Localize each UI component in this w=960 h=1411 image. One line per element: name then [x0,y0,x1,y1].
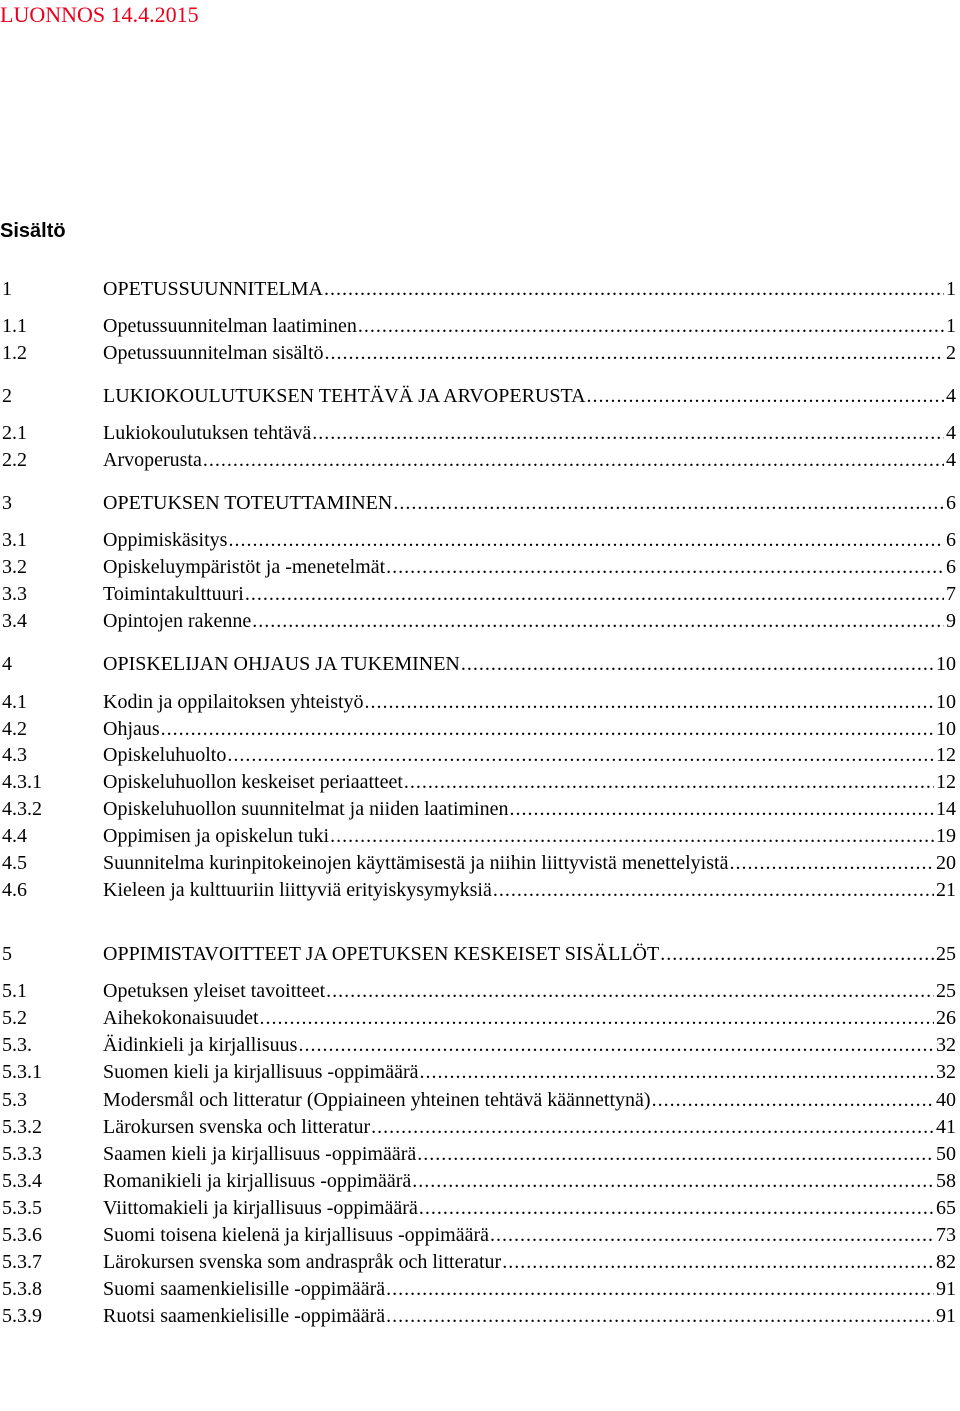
toc-entry-page: 12 [936,744,956,766]
toc-entry[interactable] [0,823,960,850]
toc-entry-title: OPPIMISTAVOITTEET JA OPETUKSEN KESKEISET SISÄLLÖT [103,943,660,965]
toc-entry-page: 21 [936,879,956,901]
toc-entry-number: 3.1 [2,529,27,551]
toc-entry[interactable] [0,313,960,340]
toc-entry[interactable] [0,850,960,877]
toc-entry-page: 12 [936,771,956,793]
toc-entry-number: 1.2 [2,342,27,364]
toc-dot-leader [203,447,944,474]
toc-entry-number: 3.3 [2,583,27,605]
toc-entry-title: LUKIOKOULUTUKSEN TEHTÄVÄ JA ARVOPERUSTA [103,385,586,407]
toc-entry-title: OPISKELIJAN OHJAUS JA TUKEMINEN [103,653,460,675]
toc-entry-page: 91 [936,1278,956,1300]
toc-entry-page: 40 [936,1089,956,1111]
toc-entry-page: 25 [936,943,956,965]
toc-entry-number: 5.3.4 [2,1170,42,1192]
toc-entry-number: 1.1 [2,315,27,337]
toc-entry-page: 82 [936,1251,956,1273]
toc-dot-leader [260,1005,934,1032]
toc-entry-title: Modersmål och litteratur (Oppiaineen yhteinen tehtävä käännettynä) [103,1089,651,1111]
toc-entry-title: Suomi toisena kielenä ja kirjallisuus -oppimäärä [103,1224,490,1246]
toc-entry-page: 2 [946,342,956,364]
toc-entry-number: 3.2 [2,556,27,578]
toc-dot-leader [510,796,935,823]
toc-entry-title: Lukiokoulutuksen tehtävä [103,422,312,444]
toc-entry[interactable] [0,769,960,796]
toc-entry-number: 5.1 [2,980,27,1002]
toc-dot-leader [404,769,934,796]
toc-entry-title: Toimintakulttuuri [103,583,244,605]
toc-entry[interactable] [0,1087,960,1114]
toc-entry[interactable] [0,1249,960,1276]
toc-entry-title: Aihekokonaisuudet [103,1007,259,1029]
toc-entry-number: 5.3.7 [2,1251,42,1273]
toc-entry[interactable] [0,796,960,823]
toc-entry[interactable] [0,1195,960,1222]
toc-dot-leader [358,313,944,340]
toc-entry-number: 3.4 [2,610,27,632]
toc-entry-title: OPETUKSEN TOTEUTTAMINEN [103,492,393,514]
toc-entry-number: 3 [2,492,12,514]
toc-entry-number: 2.1 [2,422,27,444]
toc-dot-leader [412,1168,934,1195]
toc-entry-number: 5.3. [2,1034,32,1056]
toc-entry-number: 4.3.1 [2,771,42,793]
toc-entry-number: 4.2 [2,718,27,740]
toc-entry-number: 5.3.9 [2,1305,42,1327]
toc-entry-number: 4 [2,653,12,675]
toc-entry[interactable] [0,527,960,554]
toc-entry-title: Oppimisen ja opiskelun tuki [103,825,330,847]
toc-dot-leader [386,554,944,581]
toc-entry-page: 65 [936,1197,956,1219]
toc-entry[interactable] [0,340,960,367]
toc-entry-title: Opintojen rakenne [103,610,252,632]
toc-dot-leader [227,742,934,769]
toc-dot-leader [228,527,944,554]
toc-entry-number: 5.3.3 [2,1143,42,1165]
toc-entry[interactable] [0,1222,960,1249]
toc-entry[interactable] [0,1168,960,1195]
toc-entry-number: 5.3.1 [2,1061,42,1083]
toc-dot-leader [417,1141,934,1168]
toc-entry-title: Opetuksen yleiset tavoitteet [103,980,326,1002]
toc-entry[interactable] [0,383,960,410]
toc-entry-page: 26 [936,1007,956,1029]
toc-dot-leader [324,276,944,303]
toc-entry-title: Oppimiskäsitys [103,529,228,551]
toc-dot-leader [461,651,934,678]
toc-entry-page: 32 [936,1034,956,1056]
toc-entry[interactable] [0,1141,960,1168]
toc-entry-number: 1 [2,278,12,300]
toc-entry[interactable] [0,877,960,904]
toc-heading: Sisältö [0,220,66,242]
toc-entry-title: Ohjaus [103,718,160,740]
toc-entry-page: 32 [936,1061,956,1083]
toc-entry-number: 4.1 [2,691,27,713]
toc-entry[interactable] [0,276,960,303]
toc-entry-page: 20 [936,852,956,874]
toc-entry-title: Arvoperusta [103,449,202,471]
toc-entry-page: 41 [936,1116,956,1138]
toc-entry-number: 5.3.5 [2,1197,42,1219]
toc-dot-leader [298,1032,934,1059]
toc-entry[interactable] [0,1276,960,1303]
toc-entry[interactable] [0,490,960,517]
toc-dot-leader [161,716,934,743]
toc-dot-leader [252,608,944,635]
toc-dot-leader [371,1114,934,1141]
toc-dot-leader [490,1222,934,1249]
toc-dot-leader [393,490,944,517]
toc-entry-title: Opetussuunnitelman laatiminen [103,315,357,337]
toc-entry-title: Suomen kieli ja kirjallisuus -oppimäärä [103,1061,419,1083]
toc-dot-leader [365,689,934,716]
toc-entry[interactable] [0,420,960,447]
toc-entry-number: 2.2 [2,449,27,471]
toc-entry[interactable] [0,1303,960,1330]
toc-entry[interactable] [0,689,960,716]
toc-entry-page: 10 [936,718,956,740]
toc-entry-number: 4.3.2 [2,798,42,820]
toc-entry-title: OPETUSSUUNNITELMA [103,278,323,300]
toc-entry-page: 25 [936,980,956,1002]
toc-entry[interactable] [0,651,960,678]
toc-entry-page: 19 [936,825,956,847]
toc-entry[interactable] [0,447,960,474]
toc-dot-leader [325,340,944,367]
toc-dot-leader [420,1059,935,1086]
toc-entry-page: 1 [946,315,956,337]
toc-entry-page: 1 [946,278,956,300]
toc-entry-title: Romanikieli ja kirjallisuus -oppimäärä [103,1170,412,1192]
toc-entry-page: 14 [936,798,956,820]
toc-entry-page: 9 [946,610,956,632]
toc-entry-number: 4.6 [2,879,27,901]
toc-dot-leader [330,823,934,850]
toc-entry-page: 50 [936,1143,956,1165]
toc-dot-leader [312,420,944,447]
toc-entry-page: 10 [936,691,956,713]
toc-entry-title: Suomi saamenkielisille -oppimäärä [103,1278,386,1300]
toc-entry[interactable] [0,581,960,608]
toc-entry-title: Opiskeluhuollon keskeiset periaatteet [103,771,403,793]
toc-dot-leader [652,1087,934,1114]
toc-entry-title: Opiskeluympäristöt ja -menetelmät [103,556,386,578]
toc-entry-title: Ruotsi saamenkielisille -oppimäärä [103,1305,386,1327]
toc-entry-title: Opetussuunnitelman sisältö [103,342,324,364]
toc-entry[interactable] [0,978,960,1005]
toc-dot-leader [326,978,934,1005]
toc-dot-leader [660,941,934,968]
toc-entry-number: 5.2 [2,1007,27,1029]
toc-dot-leader [419,1195,934,1222]
toc-entry-title: Lärokursen svenska som andraspråk och litteratur [103,1251,502,1273]
toc-entry-page: 6 [946,529,956,551]
toc-dot-leader [493,877,934,904]
toc-dot-leader [245,581,944,608]
toc-entry[interactable] [0,716,960,743]
toc-entry[interactable] [0,1032,960,1059]
toc-entry-page: 4 [946,422,956,444]
toc-entry-page: 91 [936,1305,956,1327]
toc-entry[interactable] [0,1114,960,1141]
toc-entry-page: 4 [946,449,956,471]
toc-entry-title: Äidinkieli ja kirjallisuus [103,1034,298,1056]
toc-entry-page: 58 [936,1170,956,1192]
toc-entry-number: 4.5 [2,852,27,874]
toc-entry-page: 73 [936,1224,956,1246]
toc-entry-number: 4.3 [2,744,27,766]
toc-entry-page: 10 [936,653,956,675]
toc-entry-title: Lärokursen svenska och litteratur [103,1116,371,1138]
toc-entry[interactable] [0,941,960,968]
toc-entry-number: 5.3.8 [2,1278,42,1300]
toc-entry[interactable] [0,1059,960,1086]
toc-entry-title: Kieleen ja kulttuuriin liittyviä erityiskysymyksiä [103,879,492,901]
toc-dot-leader [386,1276,934,1303]
draft-label: LUONNOS 14.4.2015 [0,2,199,27]
toc-entry-title: Opiskeluhuollon suunnitelmat ja niiden laatiminen [103,798,509,820]
toc-entry[interactable] [0,608,960,635]
toc-entry-title: Viittomakieli ja kirjallisuus -oppimäärä [103,1197,418,1219]
toc-entry-title: Suunnitelma kurinpitokeinojen käyttämisestä ja niihin liittyvistä menettelyistä [103,852,729,874]
toc-entry-title: Saamen kieli ja kirjallisuus -oppimäärä [103,1143,417,1165]
toc-entry-page: 6 [946,492,956,514]
toc-entry-number: 5.3.2 [2,1116,42,1138]
toc-entry-title: Kodin ja oppilaitoksen yhteistyö [103,691,364,713]
toc-dot-leader [729,850,934,877]
toc-entry[interactable] [0,742,960,769]
toc-entry[interactable] [0,1005,960,1032]
toc-entry-number: 2 [2,385,12,407]
toc-dot-leader [502,1249,934,1276]
toc-entry-page: 7 [946,583,956,605]
toc-dot-leader [587,383,944,410]
toc-entry-number: 5 [2,943,12,965]
toc-entry-page: 6 [946,556,956,578]
toc-entry-page: 4 [946,385,956,407]
toc-entry[interactable] [0,554,960,581]
toc-entry-title: Opiskeluhuolto [103,744,227,766]
toc-entry-number: 5.3.6 [2,1224,42,1246]
toc-dot-leader [386,1303,934,1330]
toc-entry-number: 4.4 [2,825,27,847]
toc-entry-number: 5.3 [2,1089,27,1111]
